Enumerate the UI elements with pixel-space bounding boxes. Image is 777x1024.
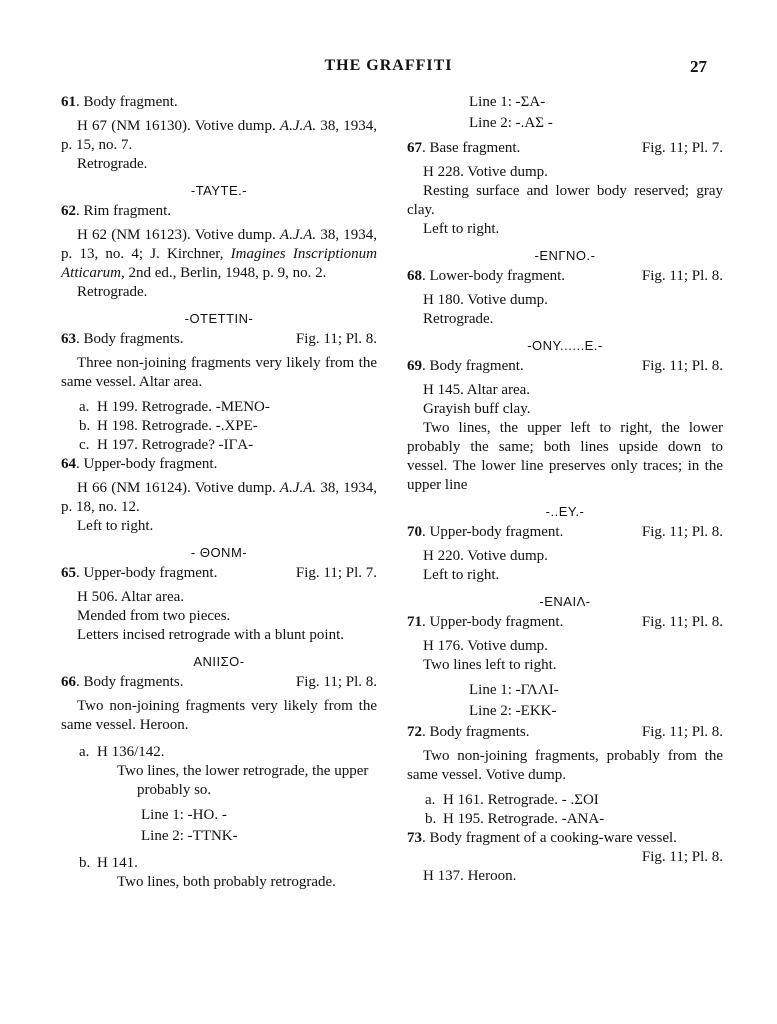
inscription: -ENΓNO.- bbox=[534, 248, 596, 263]
entry-direction: Left to right. bbox=[423, 567, 500, 583]
entry-71: 71. Upper-body fragment. Fig. 11; Pl. 8. H 176. Votive dump. Two lines left to right. Line 1: -ΓΛΛI- Line 2: -EKK- bbox=[407, 614, 723, 719]
entry-direction: Left to right. bbox=[77, 518, 154, 534]
figure-reference: Fig. 11; Pl. 8. bbox=[641, 849, 723, 865]
entry-title: Lower-body fragment. bbox=[429, 268, 565, 284]
inscription-lines: Line 1: -HO. - Line 2: -TTNK- bbox=[141, 807, 238, 844]
entry-description: Two non-joining fragments very likely from the same vessel. Heroon. bbox=[61, 698, 377, 733]
entry-69: 69. Body fragment. Fig. 11; Pl. 8. H 145. Altar area. Grayish buff clay. Two lines, the upper left to right, the lower probably the same; both lines upside down to vessel. The lower line preserves only traces; in the upper line -..EY.- bbox=[407, 358, 723, 519]
entry-title: Upper-body fragment. bbox=[83, 456, 218, 472]
list-item-description: Two lines, the lower retrograde, the upper probably so. bbox=[117, 763, 369, 798]
figure-reference: Fig. 11; Pl. 8. bbox=[641, 268, 723, 284]
entry-description: Two non-joining fragments, probably from the same vessel. Votive dump. bbox=[407, 748, 723, 783]
entry-65: 65. Upper-body fragment. Fig. 11; Pl. 7. H 506. Altar area. Mended from two pieces. Letters incised retrograde with a blunt point. ANIIΣO- bbox=[61, 565, 377, 669]
entry-description: H 220. Votive dump. bbox=[423, 548, 548, 564]
entry-title: Upper-body fragment. bbox=[429, 524, 564, 540]
list-item: b. H 198. Retrograde. -.XPE- bbox=[79, 418, 258, 434]
entry-direction: Retrograde. bbox=[423, 311, 494, 327]
entry-description: H 66 (NM 16124). Votive dump. A.J.A. 38, 1934, p. 18, no. 12. bbox=[61, 480, 378, 515]
entry-title: Body fragment. bbox=[429, 358, 524, 374]
inscription: - ΘONM- bbox=[190, 545, 248, 560]
entry-description: H 228. Votive dump. bbox=[423, 164, 548, 180]
entry-number: 69 bbox=[407, 358, 422, 374]
entry-62: 62. Rim fragment. H 62 (NM 16123). Votive dump. A.J.A. 38, 1934, p. 13, no. 4; J. Kirchner, Imagines Inscriptionum Atticarum, 2nd ed., Berlin, 1948, p. 9, no. 2. Retrograde. -OTETTIN- bbox=[61, 203, 378, 326]
item-list bbox=[407, 791, 723, 829]
running-head: THE GRAFFITI bbox=[324, 57, 453, 74]
entry-title: Body fragment of a cooking-ware vessel. bbox=[429, 830, 677, 846]
entry-73: 73. Body fragment of a cooking-ware vessel. Fig. 11; Pl. 8. H 137. Heroon. bbox=[407, 830, 723, 884]
entry-title: Rim fragment. bbox=[83, 203, 171, 219]
entry-67: 67. Base fragment. Fig. 11; Pl. 7. H 228. Votive dump. Resting surface and lower body reserved; gray clay. Left to right. -ENΓNO.- bbox=[407, 140, 723, 263]
entry-number: 66 bbox=[61, 674, 76, 690]
list-item-description: Two lines, both probably retrograde. bbox=[117, 874, 336, 890]
entry-description: H 62 (NM 16123). Votive dump. A.J.A. 38, 1934, p. 13, no. 4; J. Kirchner, Imagines Inscriptionum Atticarum, 2nd ed., Berlin, 1948, p. 9, no. 2. bbox=[61, 227, 378, 281]
entry-description: Mended from two pieces. bbox=[77, 608, 231, 624]
list-item: a. H 161. Retrograde. - .ΣOI bbox=[425, 792, 599, 808]
list-item: a. H 199. Retrograde. -MENO- bbox=[79, 399, 270, 415]
left-column bbox=[61, 93, 377, 892]
entry-description: H 180. Votive dump. bbox=[423, 292, 548, 308]
entry-number: 61 bbox=[61, 94, 76, 110]
entry-title: Upper-body fragment. bbox=[429, 614, 564, 630]
entry-title: Base fragment. bbox=[429, 140, 521, 156]
entry-description: Resting surface and lower body reserved; gray clay. bbox=[407, 183, 723, 218]
entry-direction: Retrograde. bbox=[77, 284, 148, 300]
entry-61: 61. Body fragment. H 67 (NM 16130). Votive dump. A.J.A. 38, 1934, p. 15, no. 7. Retrograde. -TAYTE.- bbox=[61, 94, 378, 198]
inscription: -ENAIΛ- bbox=[539, 594, 591, 609]
figure-reference: Fig. 11; Pl. 8. bbox=[641, 614, 723, 630]
list-item: a. H 136/142. bbox=[79, 744, 165, 760]
entry-number: 73 bbox=[407, 830, 422, 846]
inscription: -ONY......E.- bbox=[527, 338, 603, 353]
entry-title: Upper-body fragment. bbox=[83, 565, 218, 581]
inscription: -TAYTE.- bbox=[190, 183, 248, 198]
entry-description: Three non-joining fragments very likely from the same vessel. Altar area. bbox=[61, 355, 377, 390]
inscription: -..EY.- bbox=[545, 504, 585, 519]
entry-number: 64 bbox=[61, 456, 76, 472]
entry-description: H 506. Altar area. bbox=[77, 589, 185, 605]
figure-reference: Fig. 11; Pl. 8. bbox=[295, 674, 377, 690]
entry-description: H 67 (NM 16130). Votive dump. A.J.A. 38, 1934, p. 15, no. 7. bbox=[61, 118, 378, 153]
entry-description: Two lines left to right. bbox=[423, 657, 557, 673]
inscription: ANIIΣO- bbox=[193, 654, 245, 669]
entry-66: 66. Body fragments. Fig. 11; Pl. 8. Two non-joining fragments very likely from the same vessel. Heroon. a. H 136/142. Two lines, the lower retrograde, the upper probably so. Line 1: -HO. - Line 2: -TTNK- b. H 141. Two lines, both probably retrograde. bbox=[61, 674, 377, 890]
list-item: b. H 141. bbox=[79, 855, 138, 871]
entry-number: 67 bbox=[407, 140, 422, 156]
item-list bbox=[61, 743, 377, 892]
entry-description: Letters incised retrograde with a blunt point. bbox=[77, 627, 345, 643]
entry-description: H 137. Heroon. bbox=[423, 868, 517, 884]
entry-number: 62 bbox=[61, 203, 76, 219]
list-item: b. H 195. Retrograde. -ANA- bbox=[425, 811, 605, 827]
entry-title: Body fragment. bbox=[83, 94, 178, 110]
entry-number: 65 bbox=[61, 565, 76, 581]
entry-description: Grayish buff clay. bbox=[423, 401, 531, 417]
entry-number: 68 bbox=[407, 268, 422, 284]
entry-description: Two lines, the upper left to right, the lower probably the same; both lines upside down to vessel. The lower line preserves only traces; in the upper line bbox=[407, 420, 723, 493]
entry-direction: Left to right. bbox=[423, 221, 500, 237]
page-number: 27 bbox=[690, 57, 707, 76]
entry-title: Body fragments. bbox=[83, 331, 184, 347]
figure-reference: Fig. 11; Pl. 8. bbox=[641, 358, 723, 374]
entry-68: 68. Lower-body fragment. Fig. 11; Pl. 8. H 180. Votive dump. Retrograde. -ONY......E.- bbox=[407, 268, 723, 353]
figure-reference: Fig. 11; Pl. 7. bbox=[641, 140, 723, 156]
right-column bbox=[407, 93, 723, 886]
entry-number: 71 bbox=[407, 614, 422, 630]
figure-reference: Fig. 11; Pl. 7. bbox=[295, 565, 377, 581]
figure-reference: Fig. 11; Pl. 8. bbox=[641, 724, 723, 740]
inscription-lines-continued: Line 1: -ΣA- Line 2: -.AΣ - bbox=[469, 94, 553, 131]
figure-reference: Fig. 11; Pl. 8. bbox=[295, 331, 377, 347]
entry-72: 72. Body fragments. Fig. 11; Pl. 8. Two non-joining fragments, probably from the same vessel. Votive dump. a. H 161. Retrograde. - .ΣOI b. H 195. Retrograde. -ANA- bbox=[407, 724, 723, 827]
entry-63: 63. Body fragments. Fig. 11; Pl. 8. Three non-joining fragments very likely from the same vessel. Altar area. a. H 199. Retrograde. -MENO- b. H 198. Retrograde. -.XPE- c. H 197. Retrograde? -IΓA- bbox=[61, 331, 377, 453]
entry-description: H 145. Altar area. bbox=[423, 382, 531, 398]
list-item: c. H 197. Retrograde? -IΓA- bbox=[79, 437, 254, 453]
entry-title: Body fragments. bbox=[429, 724, 530, 740]
item-list bbox=[61, 398, 377, 455]
entry-number: 72 bbox=[407, 724, 422, 740]
figure-reference: Fig. 11; Pl. 8. bbox=[641, 524, 723, 540]
entry-direction: Retrograde. bbox=[77, 156, 148, 172]
entry-number: 63 bbox=[61, 331, 76, 347]
entry-description: H 176. Votive dump. bbox=[423, 638, 548, 654]
entry-70: 70. Upper-body fragment. Fig. 11; Pl. 8. H 220. Votive dump. Left to right. -ENAIΛ- bbox=[407, 524, 723, 609]
inscription-lines: Line 1: -ΓΛΛI- Line 2: -EKK- bbox=[469, 682, 559, 719]
inscription: -OTETTIN- bbox=[184, 311, 254, 326]
entry-number: 70 bbox=[407, 524, 422, 540]
entry-title: Body fragments. bbox=[83, 674, 184, 690]
entry-64: 64. Upper-body fragment. H 66 (NM 16124). Votive dump. A.J.A. 38, 1934, p. 18, no. 12. Left to right. - ΘONM- bbox=[61, 456, 378, 560]
